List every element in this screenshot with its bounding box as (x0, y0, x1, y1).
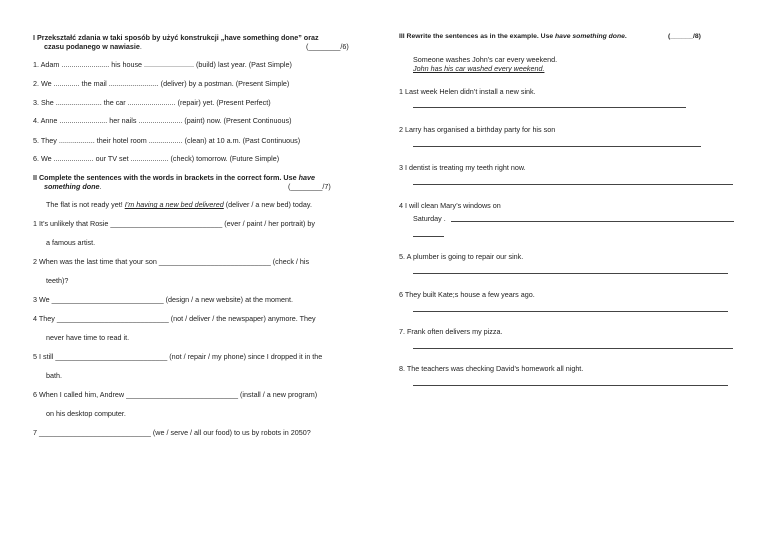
section-2-line-4: 4 They ____________________________ (not / deliver / the newspaper) anymore. They (33, 314, 316, 323)
section-3-item-6: 6 They built Kate;s house a few years ago. (399, 290, 535, 299)
section-2-instruction-period: . (99, 182, 102, 191)
answer-line-3[interactable] (413, 184, 733, 185)
section-3-instruction-text: III Rewrite the sentences as in the example. Use (399, 33, 556, 40)
section-1-instruction-period: . (139, 42, 142, 51)
section-2-line-5-cont: bath. (46, 371, 62, 380)
section-1-item-3: 3. She ....................... the car ........................ (repair) yet. (Present Perfect) (33, 98, 271, 107)
answer-line-4b[interactable] (413, 236, 444, 237)
section-2-line-5: 5 I still ____________________________ (not / repair / my phone) since I dropped it in the (33, 352, 323, 361)
section-1-instruction-line2 (44, 42, 142, 51)
section-2-instruction-line1 (33, 173, 315, 182)
answer-line-8[interactable] (413, 385, 728, 386)
section-3-item-8: 8. The teachers was checking David’s homework all night. (399, 364, 584, 373)
section-3-item-2: 2 Larry has organised a birthday party for his son (399, 125, 556, 134)
section-3-item-5: 5. A plumber is going to repair our sink. (399, 252, 524, 261)
section-1-item-5: 5. They .................. their hotel room ................. (clean) at 10 a.m. (Past Continuous) (33, 136, 301, 145)
section-2-line-1-cont: a famous artist. (46, 238, 96, 247)
section-2-line-1: 1 It’s unlikely that Rosie ____________________________ (ever / paint / her portrait) by (33, 219, 315, 228)
section-3-item-4-cont: Saturday . (413, 214, 446, 223)
section-3-example-sentence: Someone washes John’s car every weekend. (413, 55, 558, 64)
section-3-item-4: 4 I will clean Mary’s windows on (399, 201, 501, 210)
section-2-line-6-cont: on his desktop computer. (46, 409, 126, 418)
section-3-example-answer-text: John has his car washed every weekend. (413, 64, 545, 73)
section-2-line-4-cont: never have time to read it. (46, 333, 130, 342)
section-2-instruction-italic-2: something done (44, 182, 100, 191)
section-3-example-answer (413, 64, 544, 73)
section-3-item-7: 7. Frank often delivers my pizza. (399, 327, 503, 336)
example-answer: I’m having a new bed delivered (124, 200, 224, 209)
section-1-instruction-line1: I Przekształć zdania w taki sposób by użyć konstrukcji „have something done” oraz (33, 33, 319, 42)
section-2-score: (________/7) (288, 182, 331, 191)
section-3-instruction-period: . (624, 33, 627, 40)
section-2-line-3: 3 We ____________________________ (design / a new website) at the moment. (33, 295, 294, 304)
section-2-instruction-text: II Complete the sentences with the words in brackets in the correct form. Use (33, 173, 299, 182)
section-1-item-6: 6. We .................... our TV set ................... (check) tomorrow. (Future Simple) (33, 154, 280, 163)
section-1-instruction-text: czasu podanego w nawiasie (44, 42, 140, 51)
answer-line-6[interactable] (413, 311, 728, 312)
answer-line-4a[interactable] (451, 221, 734, 222)
answer-line-5[interactable] (413, 273, 728, 274)
example-text-c: (deliver / a new bed) today. (223, 200, 312, 209)
section-2-example (46, 200, 312, 209)
answer-line-2[interactable] (413, 146, 701, 147)
section-3-instruction (399, 33, 627, 40)
section-3-item-1: 1 Last week Helen didn’t install a new sink. (399, 87, 536, 96)
section-2-line-6: 6 When I called him, Andrew ____________________________ (install / a new program) (33, 390, 318, 399)
section-1-item-4: 4. Anne ........................ her nails ...................... (paint) now. (Present Continuous) (33, 116, 292, 125)
section-2-line-2: 2 When was the last time that your son ____________________________ (check / his (33, 257, 310, 266)
section-1-item-2: 2. We ............. the mail ......................... (deliver) by a postman. (Present Simple) (33, 79, 290, 88)
section-3-score: (______/8) (668, 33, 701, 40)
section-2-instruction-line2 (44, 182, 102, 191)
section-1-item-1: 1. Adam ........................ his house ......................... (build) last year. (Past Simple) (33, 60, 292, 69)
section-2-line-2-cont: teeth)? (46, 276, 69, 285)
section-1-score: (________/6) (306, 42, 349, 51)
section-3-instruction-italic: have something done (555, 33, 625, 40)
answer-line-1[interactable] (413, 107, 686, 108)
example-text-a: The flat is not ready yet! (46, 200, 125, 209)
section-2-instruction-italic: have (298, 173, 315, 182)
section-2-line-7: 7 ____________________________ (we / serve / all our food) to us by robots in 2050? (33, 428, 311, 437)
answer-line-7[interactable] (413, 348, 733, 349)
section-3-item-3: 3 I dentist is treating my teeth right now. (399, 163, 526, 172)
